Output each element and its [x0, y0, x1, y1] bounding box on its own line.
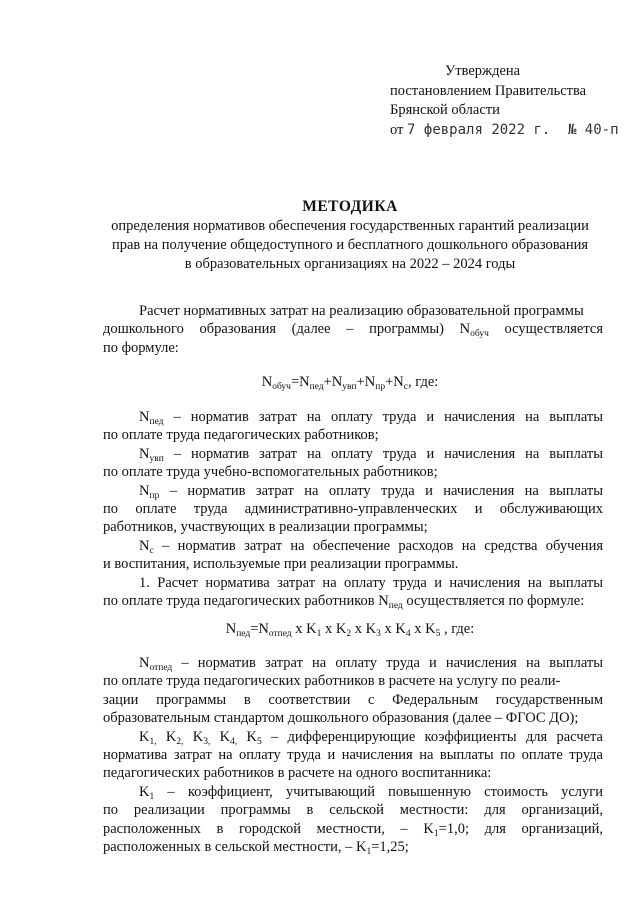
section1-line-1: 1. Расчет норматива затрат на оплату труда и начисления на выплаты	[139, 574, 603, 591]
intro-line-3: по формуле:	[103, 339, 179, 356]
npe-text: – норматив затрат на оплату труда и начисления на выплаты	[163, 409, 603, 425]
k-text: – дифференцирующие коэффициенты для расчета	[261, 728, 603, 745]
section1-text: по оплате труда педагогических работников N	[103, 593, 389, 610]
notp-line-3: зации программы в соответствии с Федеральным государственным	[103, 691, 603, 708]
intro-sub: обуч	[470, 329, 489, 340]
npr-line-1	[103, 482, 603, 500]
notp-sub: отпед	[149, 663, 173, 673]
approval-date-line	[390, 121, 619, 141]
subtitle-line-2: прав на получение общедоступного и бесплатного дошкольного образования	[111, 237, 589, 253]
nc-sub: с	[149, 545, 154, 556]
k1-line-2: по реализации программы в сельской местности: для организаций,	[103, 802, 603, 819]
nc-text: – норматив затрат на обеспечение расходов на средства обучения	[153, 537, 603, 554]
k1-symbol: K	[139, 783, 150, 800]
section1-sub: пед	[388, 601, 403, 612]
npr-line-3: работников, участвующих в реализации программы;	[103, 519, 428, 536]
npr-symbol: N	[139, 482, 150, 499]
k1-line-3: расположенных в городской местности, – $K_1=1,0$; для организаций,	[103, 820, 603, 839]
approval-number: № 40-п	[567, 121, 619, 138]
nuvp-symbol: N	[139, 445, 150, 462]
npr-text: – норматив затрат на оплату труда и начисления на выплаты	[159, 482, 603, 499]
npe-line-2: по оплате труда педагогических работников;	[103, 427, 379, 444]
notp-line-4: образовательным стандартом дошкольного образования (далее – ФГОС ДО);	[103, 710, 579, 727]
subtitle-line-3: в образовательных организациях на 2022 – 2024 годы	[184, 256, 516, 272]
subtitle-line-1: определения нормативов обеспечения государственных гарантий реализации	[111, 218, 589, 234]
npr-sub: пр	[149, 490, 160, 501]
approval-line-2: постановлением Правительства	[390, 82, 587, 99]
k-symbol: K	[139, 728, 150, 745]
intro-line-1: Расчет нормативных затрат на реализацию образовательной программы	[139, 303, 584, 319]
npe-sub: пед	[149, 417, 164, 427]
approval-date: 7 февраля 2022 г.	[407, 121, 551, 138]
intro-line-2	[103, 320, 603, 338]
intro-paragraph	[103, 302, 603, 357]
npe-symbol: N	[139, 409, 150, 425]
intro-text: дошкольного образования (далее – программы) N	[103, 321, 471, 338]
approval-line-1: Утверждена	[445, 63, 521, 79]
nc-symbol: N	[139, 537, 150, 554]
k1-line-4: расположенных в сельской местности, – $K_1=1,25$;	[103, 839, 409, 858]
coefficients-block	[103, 654, 603, 856]
notp-text: – норматив затрат на оплату труда и начисления на выплаты	[172, 655, 603, 671]
npr-line-2: по оплате труда административно-управленческих и обслуживающих	[103, 501, 603, 518]
intro-end: осуществляется	[488, 321, 603, 338]
document-title: МЕТОДИКА	[302, 198, 398, 215]
definitions-block	[103, 408, 603, 610]
document-subtitle	[0, 217, 640, 274]
formula-ped: $N_{пед}=N_{отпед}$ x $K_1$ x $K_2$ x $K_3$ x $K_4$ x $K_5$ , где:	[225, 621, 475, 639]
k-line-1: $K_{1,}$ $K_{2,}$ $K_{3,}$ $K_{4,}$ $K_5$ – дифференцирующие коэффициенты для расчета	[139, 728, 603, 747]
approval-line-3: Брянской области	[390, 102, 500, 118]
notp-line-2: по оплате труда педагогических работников в расчете на услугу по реали-	[103, 673, 561, 690]
k1-rural-value: =1,25;	[371, 839, 409, 856]
formula-main: $N_{обуч}=N_{пед}+N_{увп}+N_{пр}+N_с$, где:	[261, 374, 439, 392]
k1-urban-value: =1,0; для организаций,	[438, 820, 603, 837]
nuvp-line-2: по оплате труда учебно-вспомогательных работников;	[103, 464, 438, 481]
k-line-2: норматива затрат на оплату труда и начисления на выплаты по оплате труда	[103, 747, 603, 764]
approval-stamp	[390, 62, 619, 140]
nuvp-text: – норматив затрат на оплату труда и начисления на выплаты	[163, 445, 603, 462]
nc-line-1	[103, 537, 603, 555]
k1-text: – коэффициент, учитывающий повышенную стоимость услуги	[154, 783, 603, 800]
nuvp-sub: увп	[149, 453, 164, 464]
nuvp-line-1	[103, 445, 603, 463]
section1-line-2	[103, 592, 603, 610]
k1-line-1: $K_1$ – коэффициент, учитывающий повышенную стоимость услуги	[139, 783, 603, 802]
section1-end: осуществляется по формуле:	[402, 593, 585, 610]
notp-symbol: N	[139, 655, 150, 671]
k1-urban-text: расположенных в городской местности, – K	[103, 820, 434, 837]
npe-line-1	[103, 408, 603, 426]
approval-from-label: от	[390, 121, 404, 138]
nc-line-2: и воспитания, используемые при реализации программы.	[103, 556, 459, 573]
k-line-3: педагогических работников в расчете на одного воспитанника:	[103, 765, 492, 782]
k1-rural-text: расположенных в сельской местности, – K	[103, 839, 367, 856]
notp-line-1	[103, 654, 603, 672]
